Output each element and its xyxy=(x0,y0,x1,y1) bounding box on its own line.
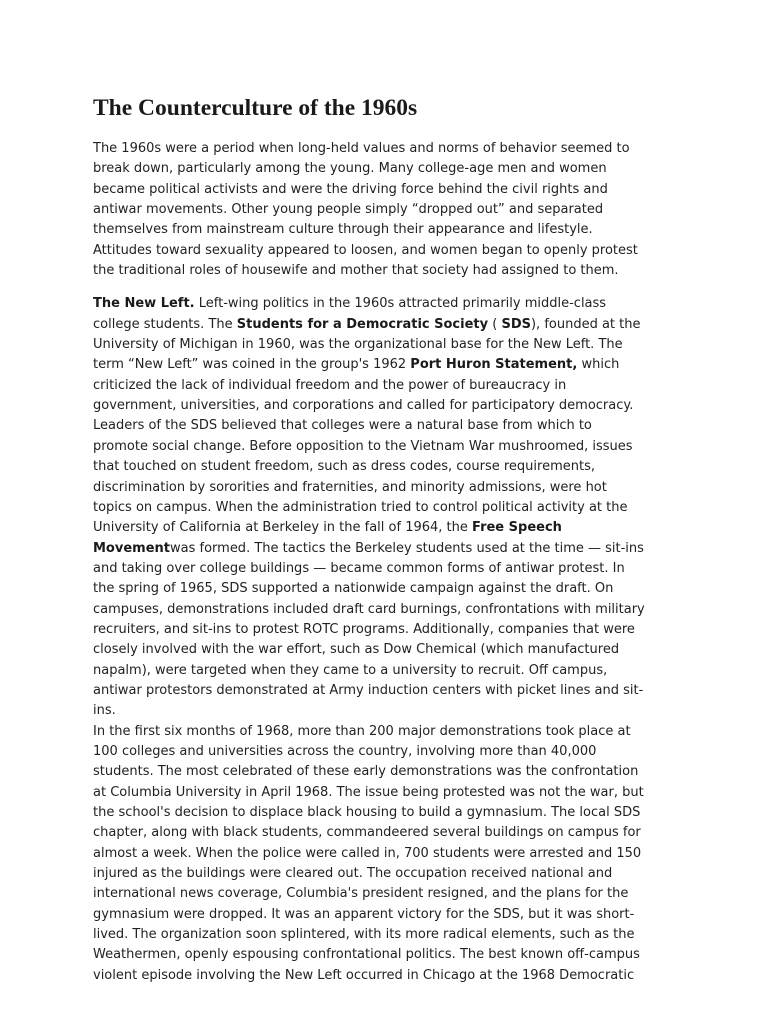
text-line xyxy=(93,294,678,314)
text-run: ), founded at the xyxy=(530,316,641,332)
term-port-huron: Port Huron Statement, xyxy=(410,357,578,373)
text-line: recruiters, and sit-ins to protest ROTC programs. Additionally, companies that were xyxy=(93,621,635,637)
text-run: college students. The xyxy=(93,316,237,332)
text-line: students. The most celebrated of these early demonstrations was the confrontation xyxy=(93,764,639,780)
text-line: University of Michigan in 1960, was the organizational base for the New Left. The xyxy=(93,337,623,353)
text-line: antiwar movements. Other young people simply “dropped out” and separated xyxy=(93,202,604,218)
text-run: University of California at Berkeley in the fall of 1964, the xyxy=(93,520,473,536)
text-line: that touched on student freedom, such as dress codes, course requirements, xyxy=(93,459,595,475)
text-line: Weathermen, openly espousing confrontational politics. The best known off-campus xyxy=(93,947,640,963)
term-free-speech: Free Speech xyxy=(472,520,562,536)
text-line: violent episode involving the New Left occurred in Chicago at the 1968 Democratic xyxy=(93,967,635,983)
text-run: was formed. The tactics the Berkeley students used at the time — sit-ins xyxy=(170,540,644,556)
text-line: campuses, demonstrations included draft card burnings, confrontations with military xyxy=(93,601,645,617)
text-run: ( xyxy=(488,316,502,332)
text-line: government, universities, and corporations and called for participatory democracy. xyxy=(93,398,634,414)
text-line xyxy=(93,518,678,538)
text-line: antiwar protestors demonstrated at Army induction centers with picket lines and sit- xyxy=(93,682,644,698)
text-line: lived. The organization soon splintered, with its more radical elements, such as the xyxy=(93,927,635,943)
text-line: chapter, along with black students, commandeered several buildings on campus for xyxy=(93,825,641,841)
text-line: topics on campus. When the administration tried to control political activity at the xyxy=(93,499,628,515)
term-sds: SDS xyxy=(501,316,531,332)
text-line: The 1960s were a period when long-held values and norms of behavior seemed to xyxy=(93,141,630,156)
section-heading-new-left: The New Left. xyxy=(93,296,195,312)
text-line xyxy=(93,315,678,335)
text-line: the spring of 1965, SDS supported a nationwide campaign against the draft. On xyxy=(93,581,614,597)
text-line: gymnasium were dropped. It was an apparent victory for the SDS, but it was short- xyxy=(93,906,635,922)
text-line: Attitudes toward sexuality appeared to loosen, and women began to openly protest xyxy=(93,242,638,258)
term-movement: Movement xyxy=(93,540,170,556)
new-left-paragraph xyxy=(93,294,678,721)
text-line: international news coverage, Columbia's president resigned, and the plans for the xyxy=(93,886,629,902)
page-title: The Counterculture of the 1960s xyxy=(93,95,418,121)
text-line: 100 colleges and universities across the country, involving more than 40,000 xyxy=(93,743,597,759)
text-line: Leaders of the SDS believed that colleges were a natural base from which to xyxy=(93,418,592,434)
intro-paragraph xyxy=(93,139,678,281)
text-line: criticized the lack of individual freedom and the power of bureaucracy in xyxy=(93,377,567,393)
text-line: almost a week. When the police were called in, 700 students were arrested and 150 xyxy=(93,845,642,861)
text-line: napalm), were targeted when they came to a university to recruit. Off campus, xyxy=(93,662,608,678)
text-line: the school's decision to displace black housing to build a gymnasium. The local SDS xyxy=(93,805,641,820)
term-sds-full: Students for a Democratic Society xyxy=(236,316,489,332)
text-line: ins. xyxy=(93,703,116,719)
text-line: at Columbia University in April 1968. The issue being protested was not the war, but xyxy=(93,784,644,800)
text-line xyxy=(93,355,678,375)
text-line xyxy=(93,539,678,559)
text-line: In the first six months of 1968, more than 200 major demonstrations took place at xyxy=(93,723,631,739)
text-line: the traditional roles of housewife and mother that society had assigned to them. xyxy=(93,263,619,279)
text-line: injured as the buildings were cleared out. The occupation received national and xyxy=(93,866,613,882)
text-line: promote social change. Before opposition to the Vietnam War mushroomed, issues xyxy=(93,438,633,454)
text-line: closely involved with the war effort, such as Dow Chemical (which manufactured xyxy=(93,642,620,658)
text-run: which xyxy=(577,357,620,373)
text-line: became political activists and were the driving force behind the civil rights and xyxy=(93,181,608,197)
document-body xyxy=(93,139,678,986)
text-line: break down, particularly among the young. Many college-age men and women xyxy=(93,161,607,177)
text-line: discrimination by sororities and fraternities, and minority admissions, were hot xyxy=(93,479,607,495)
text-line: themselves from mainstream culture through their appearance and lifestyle. xyxy=(93,222,593,238)
demonstrations-paragraph xyxy=(93,722,678,986)
text-run: term “New Left” was coined in the group's 1962 xyxy=(93,357,411,373)
text-line: and taking over college buildings — became common forms of antiwar protest. In xyxy=(93,560,625,576)
text-run: Left-wing politics in the 1960s attracted primarily middle-class xyxy=(194,296,607,312)
